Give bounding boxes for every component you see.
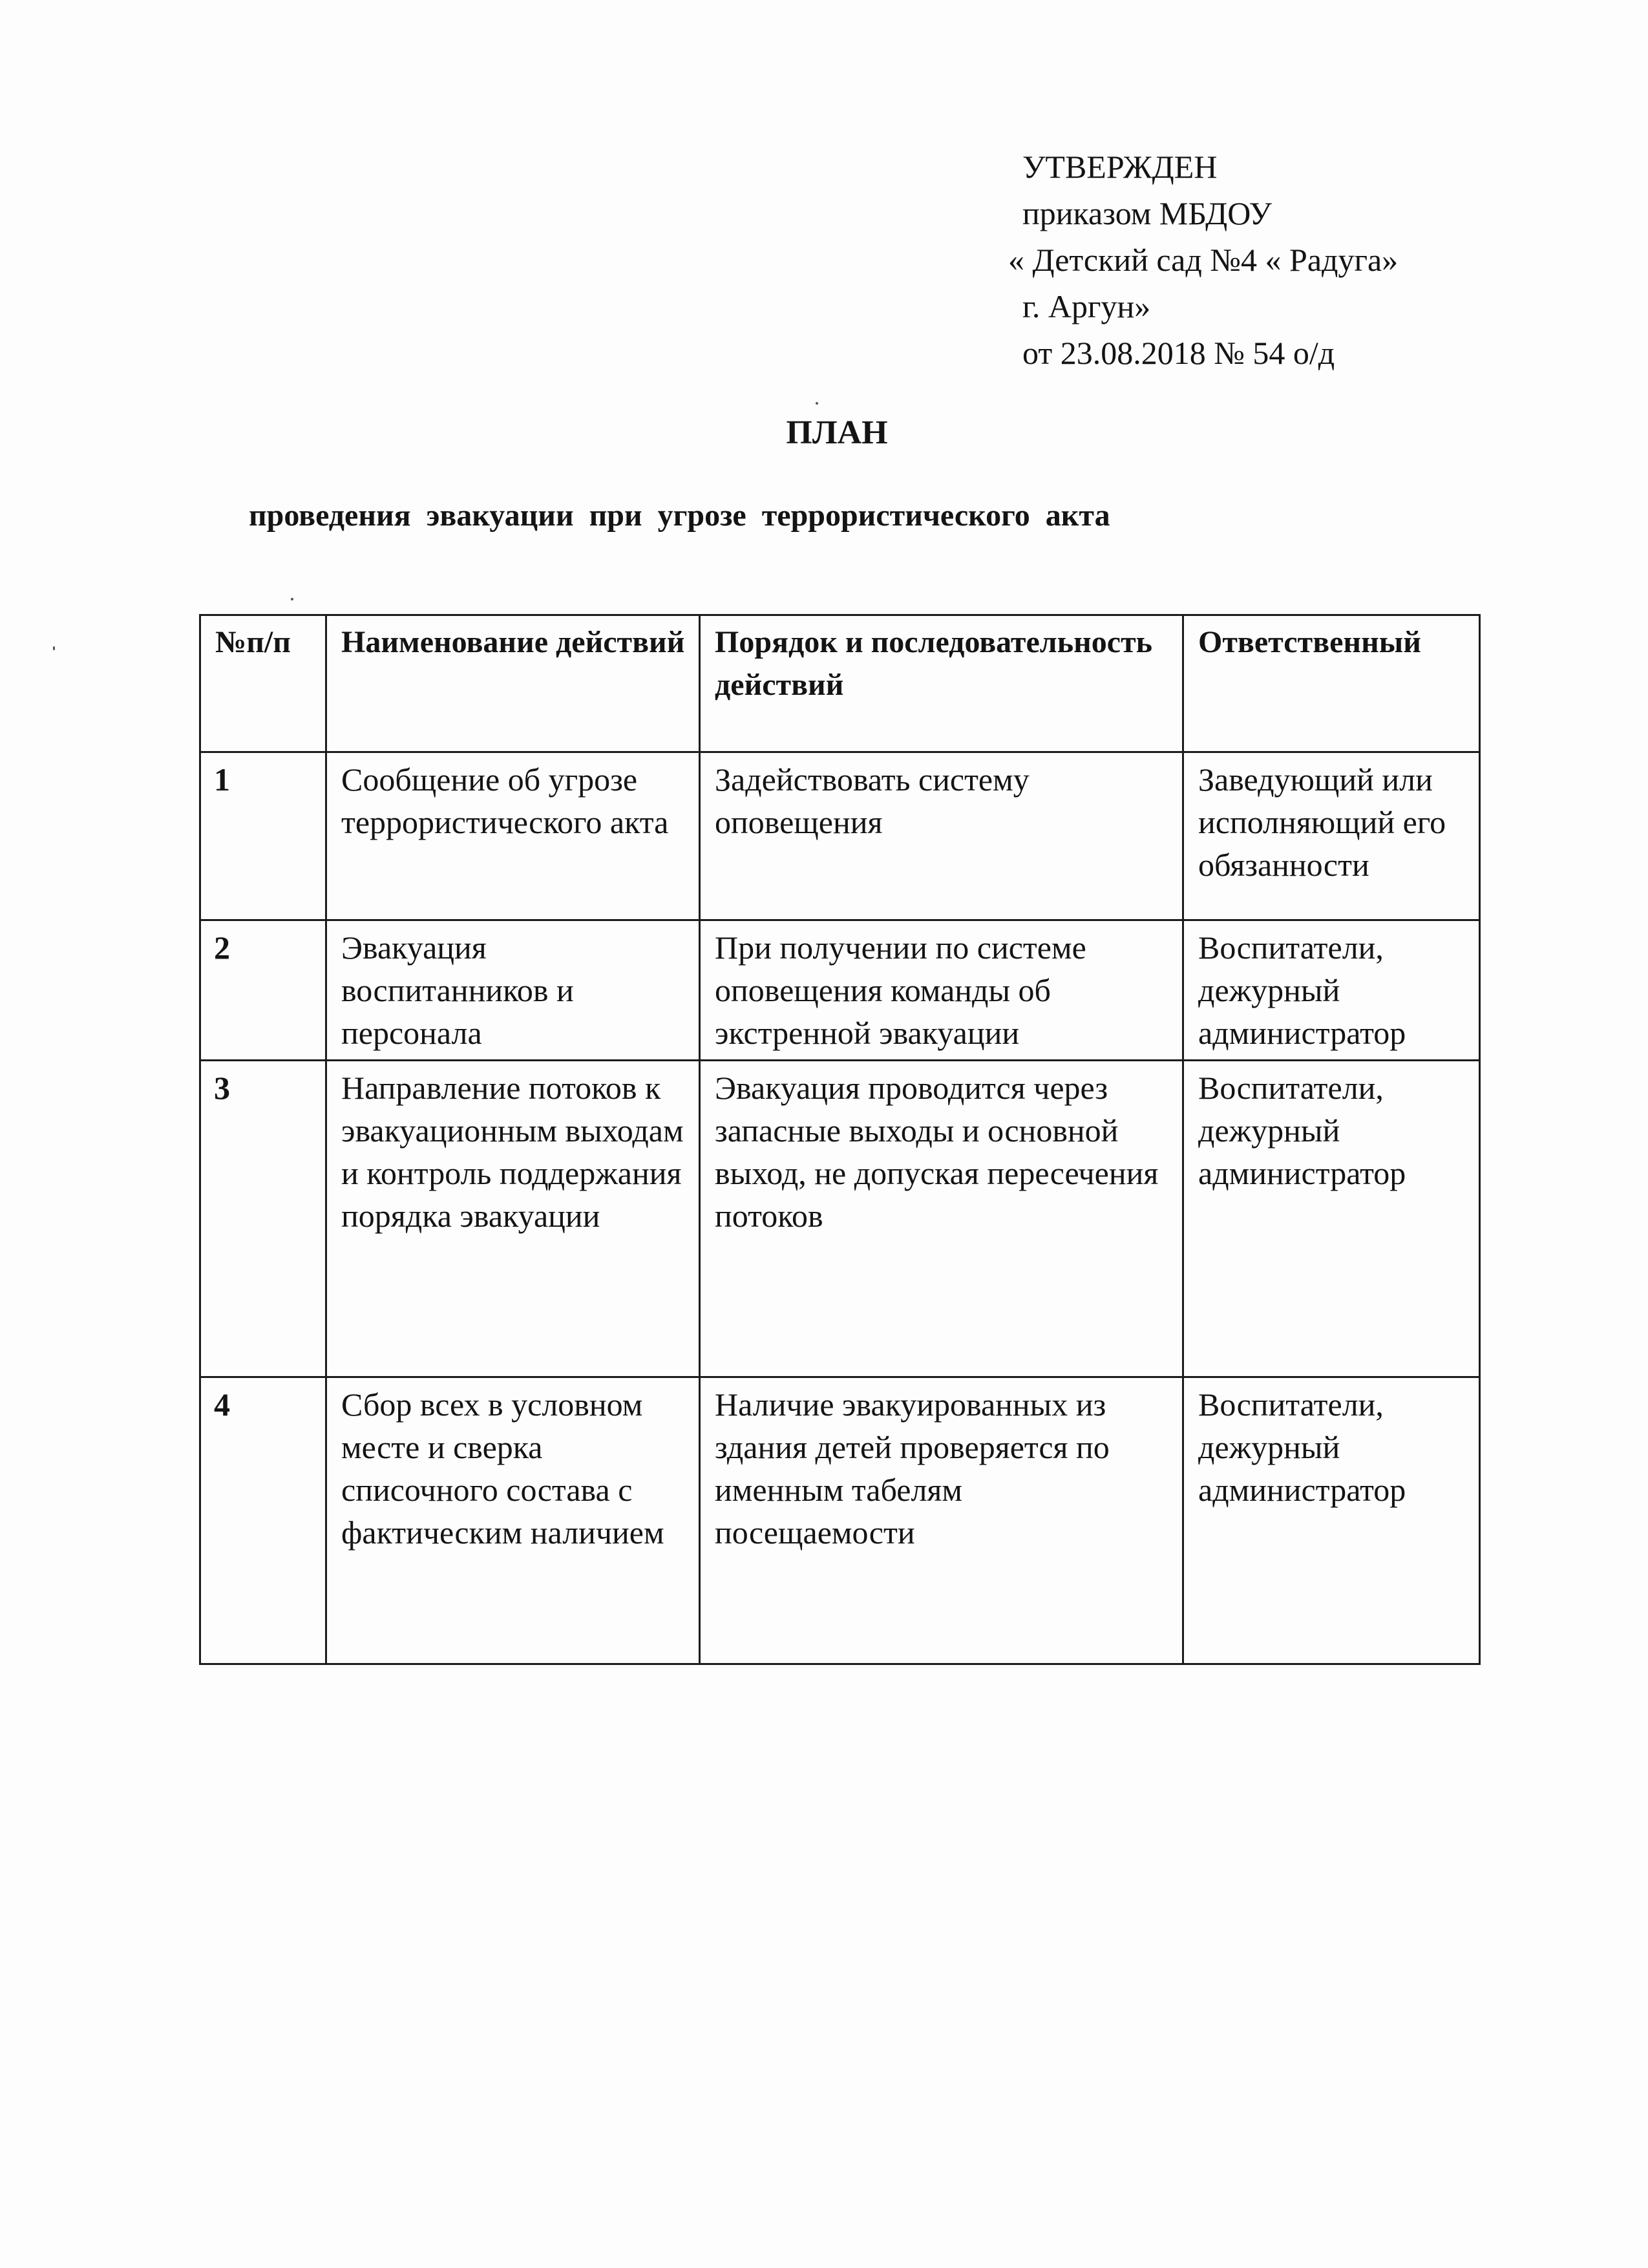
cell-order: При получении по системе оповещения команды об экстренной эвакуации [700, 920, 1183, 1061]
cell-order: Задействовать систему оповещения [700, 752, 1183, 920]
table-row [200, 920, 1480, 1061]
table-row [200, 1061, 1480, 1377]
table-header-row [200, 615, 1480, 752]
header-order: Порядок и последовательность действий [700, 615, 1183, 752]
approval-line: приказом МБДОУ [1022, 195, 1272, 231]
cell-responsible: Заведующий или исполняющий его обязанности [1183, 752, 1480, 920]
approval-line: г. Аргун» [1022, 288, 1151, 324]
approval-line: « Детский сад №4 « Радуга» [1008, 242, 1399, 278]
scan-speck [53, 646, 55, 650]
header-action: Наименование действий [326, 615, 700, 752]
cell-action: Эвакуация воспитанников и персонала [326, 920, 700, 1061]
cell-responsible: Воспитатели, дежурный администратор [1183, 920, 1480, 1061]
cell-responsible: Воспитатели, дежурный администратор [1183, 1377, 1480, 1664]
cell-num: 4 [200, 1377, 326, 1664]
table-row [200, 752, 1480, 920]
cell-action: Сообщение об угрозе террористического акта [326, 752, 700, 920]
cell-action: Направление потоков к эвакуационным выходам и контроль поддержания порядка эвакуации [326, 1061, 700, 1377]
cell-order: Наличие эвакуированных из здания детей проверяется по именным табелям посещаемости [700, 1377, 1183, 1664]
cell-num: 1 [200, 752, 326, 920]
document-subtitle: проведения эвакуации при угрозе террористического акта [249, 498, 1110, 533]
cell-num: 2 [200, 920, 326, 1061]
scan-speck [816, 402, 818, 405]
scan-speck [291, 598, 293, 600]
table-row [200, 1377, 1480, 1664]
cell-action: Сбор всех в условном месте и сверка списочного состава с фактическим наличием [326, 1377, 700, 1664]
document-title: ПЛАН [786, 414, 888, 451]
approval-stamp-block [1008, 143, 1538, 376]
header-responsible: Ответственный [1183, 615, 1480, 752]
cell-num: 3 [200, 1061, 326, 1377]
approval-line: УТВЕРЖДЕН [1022, 149, 1218, 185]
cell-order: Эвакуация проводится через запасные выходы и основной выход, не допуская пересечения потоков [700, 1061, 1183, 1377]
approval-line: от 23.08.2018 № 54 о/д [1022, 335, 1335, 371]
cell-responsible: Воспитатели, дежурный администратор [1183, 1061, 1480, 1377]
header-num: №п/п [200, 615, 326, 752]
evacuation-plan-table [199, 614, 1481, 1665]
